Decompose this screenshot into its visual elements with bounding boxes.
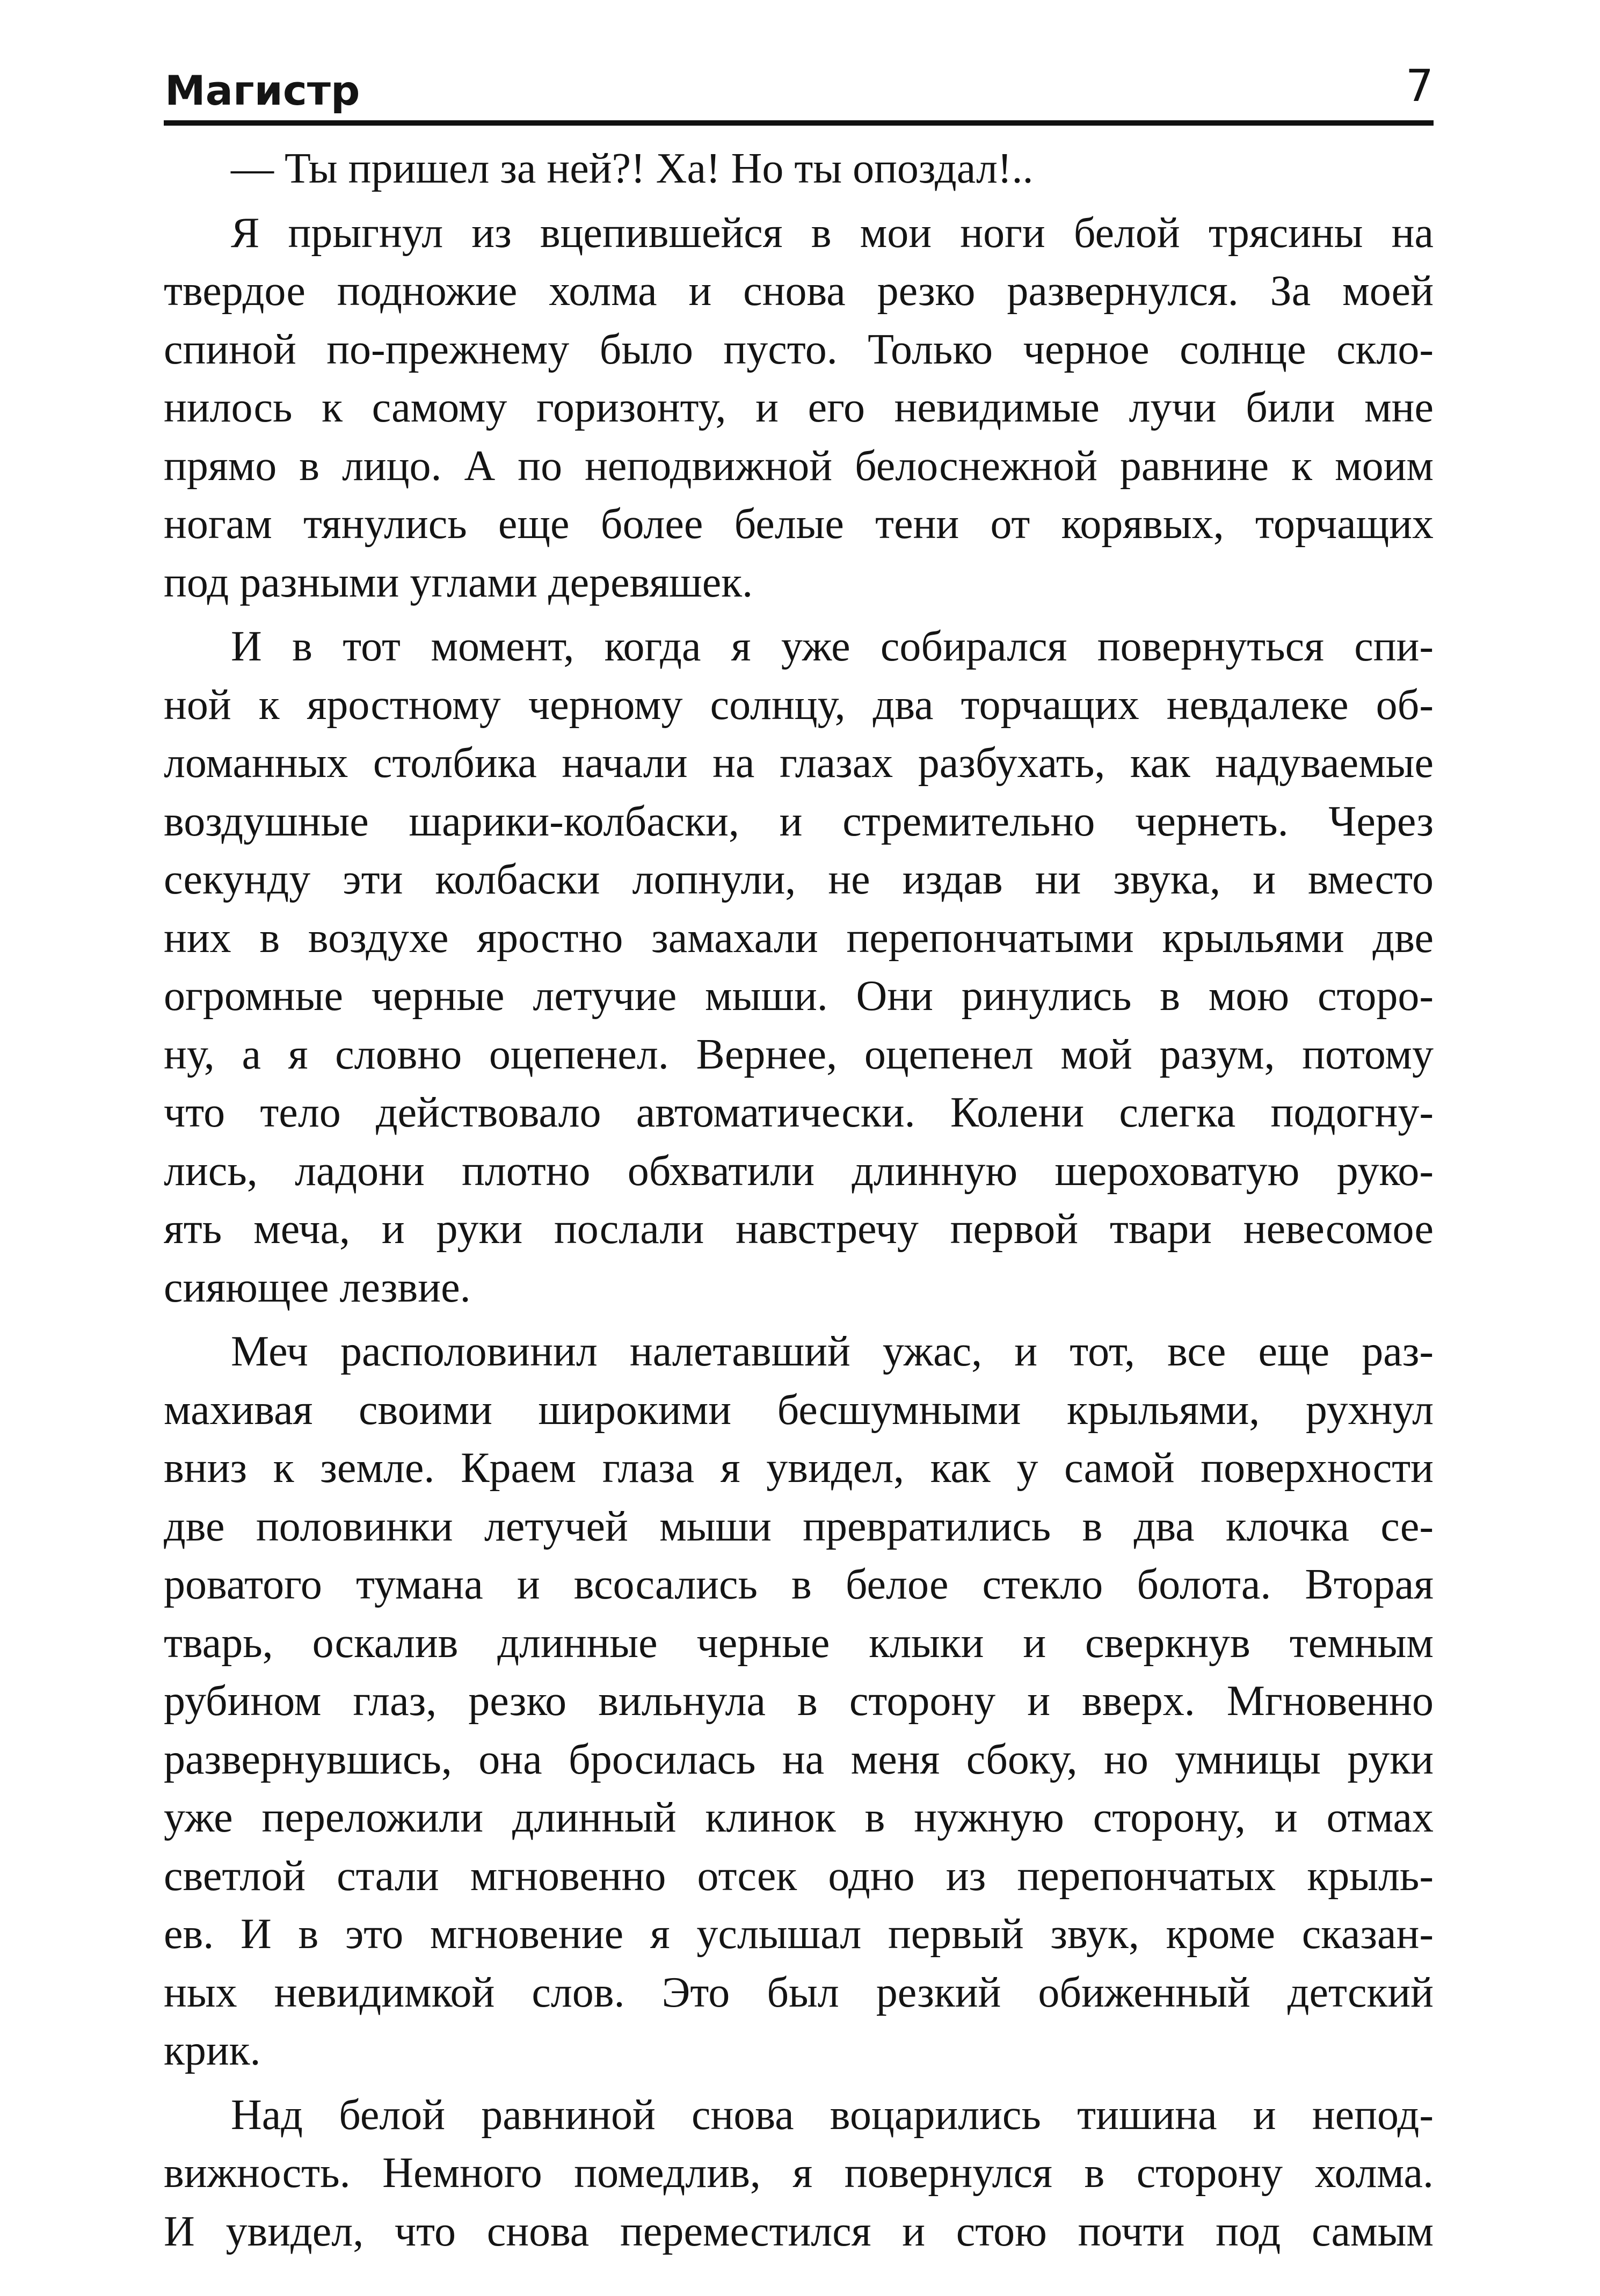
text-line: нилось к самому горизонту, и его невидимые лучи били мне: [164, 384, 1434, 431]
text-line: твердое подножие холма и снова резко развернулся. За моей: [164, 267, 1434, 315]
text-line: ной к яростному черному солнцу, два торчащих невдалеке об-: [164, 681, 1434, 729]
text-line: вижность. Немного помедлив, я повернулся в сторону холма.: [164, 2149, 1434, 2197]
text-line: крик.: [164, 2027, 261, 2074]
text-line: светлой стали мгновенно отсек одно из перепончатых крыль-: [164, 1852, 1434, 1900]
text-line: Я прыгнул из вцепившейся в мои ноги белой трясины на: [231, 209, 1434, 257]
text-line: них в воздухе яростно замахали перепончатыми крыльями две: [164, 914, 1434, 962]
paragraph: [164, 617, 1434, 1317]
text-line: ну, а я словно оцепенел. Вернее, оцепенел мой разум, потому: [164, 1030, 1434, 1078]
text-line: развернувшись, она бросилась на меня сбоку, но умницы руки: [164, 1735, 1434, 1783]
text-line: прямо в лицо. А по неподвижной белоснежной равнине к моим: [164, 442, 1434, 490]
text-line: спиной по-прежнему было пусто. Только черное солнце скло-: [164, 325, 1434, 373]
text-line: ломанных столбика начали на глазах разбухать, как надуваемые: [164, 739, 1434, 787]
text-line: под разными углами деревяшек.: [164, 558, 753, 606]
text-line: махивая своими широкими бесшумными крыльями, рухнул: [164, 1386, 1434, 1434]
paragraph: [164, 204, 1434, 612]
text-line: что тело действовало автоматически. Колени слегка подогну-: [164, 1089, 1434, 1136]
running-header: [164, 59, 1434, 123]
text-line: ев. И в это мгновение я услышал первый звук, кроме сказан-: [164, 1910, 1434, 1958]
running-header-title: Магистр: [165, 67, 360, 114]
text-line: И увидел, что снова переместился и стою почти под самым: [164, 2207, 1434, 2255]
text-line: роватого тумана и всосались в белое стекло болота. Вторая: [164, 1561, 1434, 1608]
text-line: рубином глаз, резко вильнула в сторону и вверх. Мгновенно: [164, 1677, 1434, 1725]
text-line: уже переложили длинный клинок в нужную сторону, и отмах: [164, 1794, 1434, 1841]
text-line: лись, ладони плотно обхватили длинную шероховатую руко-: [164, 1147, 1434, 1195]
text-line: сияющее лезвие.: [164, 1263, 471, 1311]
text-line: воздушные шарики-колбаски, и стремительно чернеть. Через: [164, 797, 1434, 845]
text-line: две половинки летучей мыши превратились в два клочка се-: [164, 1502, 1434, 1550]
body-text: [164, 140, 1434, 2261]
text-line: секунду эти колбаски лопнули, не издав ни звука, и вместо: [164, 856, 1434, 903]
text-line: — Ты пришел за ней?! Ха! Но ты опоздал!..: [231, 145, 1034, 192]
text-line: ногам тянулись еще более белые тени от корявых, торчащих: [164, 500, 1434, 548]
header-rule: [164, 120, 1434, 126]
text-line: огромные черные летучие мыши. Они ринулись в мою сторо-: [164, 972, 1434, 1020]
paragraph: [164, 140, 1434, 198]
paragraph: [164, 1323, 1434, 2080]
paragraph: [164, 2086, 1434, 2261]
page-number: 7: [1405, 61, 1434, 112]
text-line: тварь, оскалив длинные черные клыки и сверкнув темным: [164, 1619, 1434, 1667]
text-line: Меч располовинил налетавший ужас, и тот, все еще раз-: [231, 1328, 1434, 1375]
text-line: вниз к земле. Краем глаза я увидел, как у самой поверхности: [164, 1444, 1434, 1492]
text-line: Над белой равниной снова воцарились тишина и непод-: [231, 2091, 1434, 2139]
text-line: ных невидимкой слов. Это был резкий обиженный детский: [164, 1968, 1434, 2016]
text-line: И в тот момент, когда я уже собирался повернуться спи-: [231, 623, 1434, 670]
text-line: ять меча, и руки послали навстречу первой твари невесомое: [164, 1205, 1434, 1253]
